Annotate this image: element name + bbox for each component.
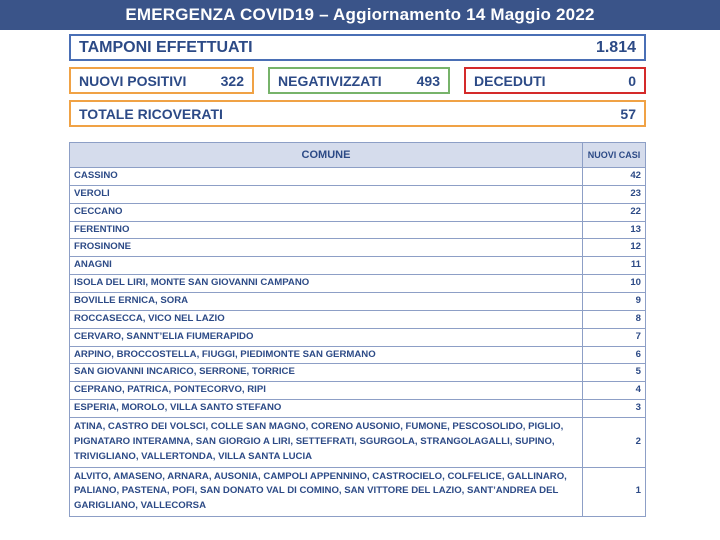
totale-ricoverati-box [69, 100, 646, 127]
nuovi-casi-cell: 6 [583, 346, 646, 364]
page-title: EMERGENZA COVID19 – Aggiornamento 14 Maggio 2022 [125, 5, 595, 24]
nuovi-casi-cell: 23 [583, 185, 646, 203]
table-row [70, 221, 646, 239]
nuovi-casi-cell: 12 [583, 239, 646, 257]
comune-cell: ESPERIA, MOROLO, VILLA SANTO STEFANO [70, 400, 583, 418]
negativizzati-label: NEGATIVIZZATI [278, 72, 382, 89]
comune-cell: ROCCASECCA, VICO NEL LAZIO [70, 310, 583, 328]
totale-ricoverati-value: 57 [620, 105, 636, 122]
deceduti-value: 0 [628, 72, 636, 89]
table-row [70, 275, 646, 293]
nuovi-positivi-label: NUOVI POSITIVI [79, 72, 187, 89]
comune-cell: CECCANO [70, 203, 583, 221]
table-row [70, 400, 646, 418]
table-row [70, 203, 646, 221]
nuovi-casi-cell: 42 [583, 168, 646, 186]
table-row [70, 239, 646, 257]
page-title-banner [0, 0, 720, 30]
nuovi-casi-cell: 11 [583, 257, 646, 275]
comune-cell: VEROLI [70, 185, 583, 203]
table-row [70, 257, 646, 275]
nuovi-casi-cell: 13 [583, 221, 646, 239]
negativizzati-value: 493 [416, 72, 440, 89]
comune-cell: ANAGNI [70, 257, 583, 275]
nuovi-casi-cell: 4 [583, 382, 646, 400]
deceduti-box [464, 67, 646, 94]
nuovi-positivi-value: 322 [220, 72, 244, 89]
nuovi-casi-cell: 1 [583, 467, 646, 517]
nuovi-casi-cell: 5 [583, 364, 646, 382]
table-row [70, 310, 646, 328]
nuovi-positivi-box [69, 67, 254, 94]
comune-cell: FROSINONE [70, 239, 583, 257]
comuni-table [69, 142, 646, 517]
comune-cell: ALVITO, AMASENO, ARNARA, AUSONIA, CAMPOLI APPENNINO, CASTROCIELO, COLFELICE, GALLINARO, PALIANO, PASTENA, POFI, SAN DONATO VAL DI COMINO, SAN VITTORE DEL LAZIO, SANT’ANDREA DEL GARIGLIANO, VALLECORSA [70, 467, 583, 517]
table-row [70, 364, 646, 382]
nuovi-casi-cell: 10 [583, 275, 646, 293]
table-row [70, 467, 646, 517]
table-row [70, 185, 646, 203]
tamponi-value: 1.814 [595, 38, 636, 56]
comune-cell: ARPINO, BROCCOSTELLA, FIUGGI, PIEDIMONTE SAN GERMANO [70, 346, 583, 364]
table-row [70, 328, 646, 346]
comune-cell: BOVILLE ERNICA, SORA [70, 293, 583, 311]
tamponi-box [69, 34, 646, 61]
comune-cell: ATINA, CASTRO DEI VOLSCI, COLLE SAN MAGNO, CORENO AUSONIO, FUMONE, PESCOSOLIDO, PIGLIO, PIGNATARO INTERAMNA, SAN GIORGIO A LIRI, SETTEFRATI, SGURGOLA, STRANGOLAGALLI, SUPINO, TRIVIGLIANO, VALLERTONDA, VILLA SANTA LUCIA [70, 418, 583, 468]
table-row [70, 293, 646, 311]
nuovi-casi-cell: 9 [583, 293, 646, 311]
table-row [70, 346, 646, 364]
comune-cell: FERENTINO [70, 221, 583, 239]
nuovi-casi-column-header: NUOVI CASI [583, 143, 646, 168]
nuovi-casi-cell: 8 [583, 310, 646, 328]
negativizzati-box [268, 67, 450, 94]
nuovi-casi-cell: 22 [583, 203, 646, 221]
comune-cell: CEPRANO, PATRICA, PONTECORVO, RIPI [70, 382, 583, 400]
table-row [70, 418, 646, 468]
table-row [70, 168, 646, 186]
nuovi-casi-cell: 7 [583, 328, 646, 346]
comune-column-header: COMUNE [70, 143, 583, 168]
comune-cell: CERVARO, SANNT’ELIA FIUMERAPIDO [70, 328, 583, 346]
nuovi-casi-cell: 2 [583, 418, 646, 468]
nuovi-casi-cell: 3 [583, 400, 646, 418]
totale-ricoverati-label: TOTALE RICOVERATI [79, 105, 223, 122]
table-header-row [70, 143, 646, 168]
comune-cell: ISOLA DEL LIRI, MONTE SAN GIOVANNI CAMPANO [70, 275, 583, 293]
table-row [70, 382, 646, 400]
comune-cell: SAN GIOVANNI INCARICO, SERRONE, TORRICE [70, 364, 583, 382]
tamponi-label: TAMPONI EFFETTUATI [79, 38, 253, 56]
deceduti-label: DECEDUTI [474, 72, 546, 89]
comune-cell: CASSINO [70, 168, 583, 186]
